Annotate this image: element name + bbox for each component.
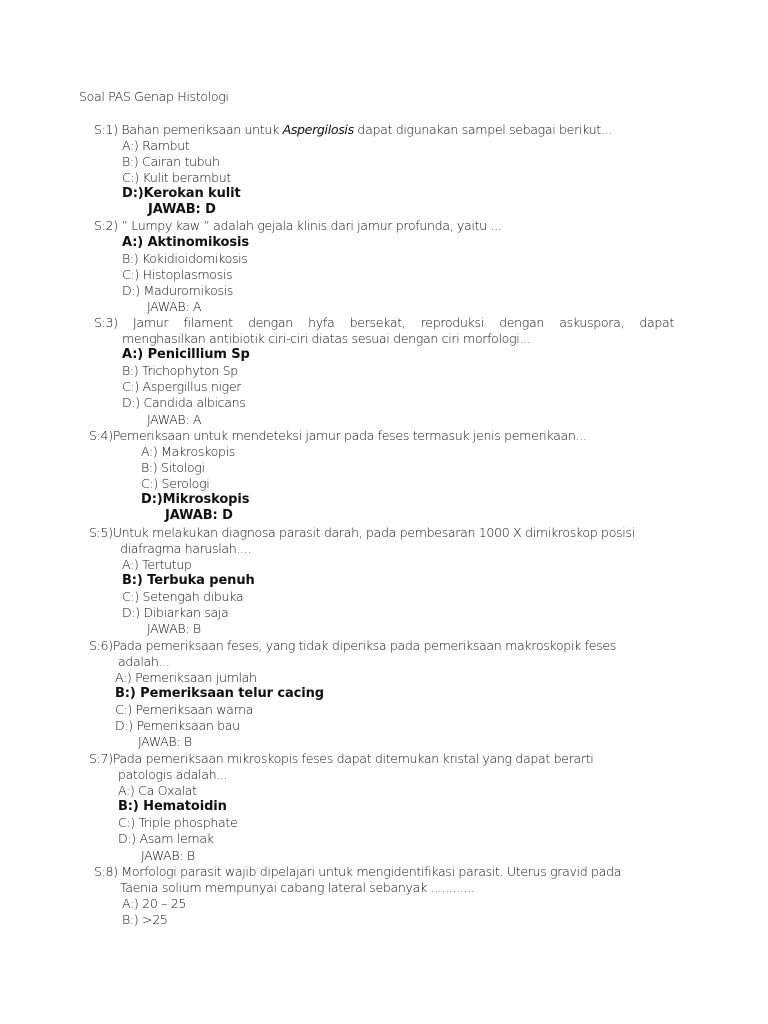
question-2-option-b: B:) Kokidioidomikosis bbox=[122, 251, 248, 266]
question-7-line-1: S:7)Pada pemeriksaan mikroskopis feses dapat ditemukan kristal yang dapat berarti bbox=[89, 751, 594, 766]
question-4-answer: JAWAB: D bbox=[165, 508, 233, 523]
question-6-option-b: B:) Pemeriksaan telur cacing bbox=[115, 686, 324, 701]
question-7-option-d: D:) Asam lemak bbox=[118, 831, 214, 846]
question-1-answer: JAWAB: D bbox=[148, 202, 216, 217]
question-3-option-c: C:) Aspergillus niger bbox=[122, 379, 242, 394]
question-6-answer: JAWAB: B bbox=[138, 734, 192, 749]
question-8-line-2: Taenia solium mempunyai cabang lateral sebanyak ............ bbox=[120, 880, 475, 895]
question-7-option-a: A:) Ca Oxalat bbox=[118, 783, 197, 798]
question-1-lead: S:1) Bahan pemeriksaan untuk bbox=[94, 122, 283, 137]
question-6-line-2: adalah... bbox=[118, 654, 170, 669]
question-5-option-a: A:) Tertutup bbox=[122, 557, 192, 572]
question-1-tail: dapat digunakan sampel sebagai berikut... bbox=[353, 122, 612, 137]
question-1-text bbox=[94, 122, 612, 138]
question-5-option-d: D:) Dibiarkan saja bbox=[122, 605, 229, 620]
question-3-line-2: menghasilkan antibiotik ciri-ciri diatas sesuai dengan ciri morfologi... bbox=[122, 331, 531, 346]
question-1-option-b: B:) Cairan tubuh bbox=[122, 154, 220, 169]
question-6-option-a: A:) Pemeriksaan jumlah bbox=[115, 670, 257, 685]
question-1-option-a: A:) Rambut bbox=[122, 138, 190, 153]
question-2-answer: JAWAB: A bbox=[147, 299, 202, 314]
question-5-option-c: C:) Setengah dibuka bbox=[122, 589, 244, 604]
question-5-line-1: S:5)Untuk melakukan diagnosa parasit darah, pada pembesaran 1000 X dimikroskop posisi bbox=[89, 525, 635, 540]
question-8-line-1: S:8) Morfologi parasit wajib dipelajari untuk mengidentifikasi parasit. Uterus gravid pada bbox=[94, 864, 622, 879]
question-3-option-d: D:) Candida albicans bbox=[122, 395, 246, 410]
question-7-answer: JAWAB: B bbox=[141, 848, 195, 863]
question-4-option-c: C:) Serologi bbox=[141, 476, 210, 491]
question-7-option-c: C:) Triple phosphate bbox=[118, 815, 238, 830]
question-2-option-a: A:) Aktinomikosis bbox=[122, 235, 249, 250]
question-1-option-c: C:) Kulit berambut bbox=[122, 170, 232, 185]
question-5-answer: JAWAB: B bbox=[147, 621, 201, 636]
question-4-option-b: B:) Sitologi bbox=[141, 460, 205, 475]
question-6-option-c: C:) Pemeriksaan warna bbox=[115, 702, 254, 717]
question-8-option-b: B:) >25 bbox=[122, 912, 168, 927]
question-3-option-a: A:) Penicillium Sp bbox=[122, 347, 250, 362]
question-1-option-d: D:)Kerokan kulit bbox=[122, 186, 241, 201]
question-8-option-a: A:) 20 – 25 bbox=[122, 896, 187, 911]
question-5-option-b: B:) Terbuka penuh bbox=[122, 573, 255, 588]
question-6-option-d: D:) Pemeriksaan bau bbox=[115, 718, 240, 733]
document-title: Soal PAS Genap Histologi bbox=[79, 89, 229, 104]
question-2-option-c: C:) Histoplasmosis bbox=[122, 267, 233, 282]
question-5-line-2: diafragma haruslah.... bbox=[120, 541, 252, 556]
question-4-text: S:4)Pemeriksaan untuk mendeteksi jamur pada feses termasuk jenis pemerikaan... bbox=[89, 428, 587, 443]
question-2-option-d: D:) Maduromikosis bbox=[122, 283, 234, 298]
question-1-italic-term: Aspergilosis bbox=[282, 122, 354, 137]
question-3-option-b: B:) Trichophyton Sp bbox=[122, 363, 238, 378]
question-6-line-1: S:6)Pada pemeriksaan feses, yang tidak diperiksa pada pemeriksaan makroskopik feses bbox=[89, 638, 616, 653]
question-2-text: S:2) ” Lumpy kaw ” adalah gejala klinis dari jamur profunda, yaitu ... bbox=[94, 218, 502, 233]
question-3-line-1: S:3) Jamur filament dengan hyfa bersekat, reproduksi dengan askuspora, dapat bbox=[94, 315, 674, 330]
question-4-option-d: D:)Mikroskopis bbox=[141, 492, 250, 507]
question-3-answer: JAWAB: A bbox=[147, 412, 202, 427]
question-7-option-b: B:) Hematoidin bbox=[118, 799, 227, 814]
question-4-option-a: A:) Makroskopis bbox=[141, 444, 235, 459]
question-7-line-2: patologis adalah... bbox=[118, 767, 228, 782]
